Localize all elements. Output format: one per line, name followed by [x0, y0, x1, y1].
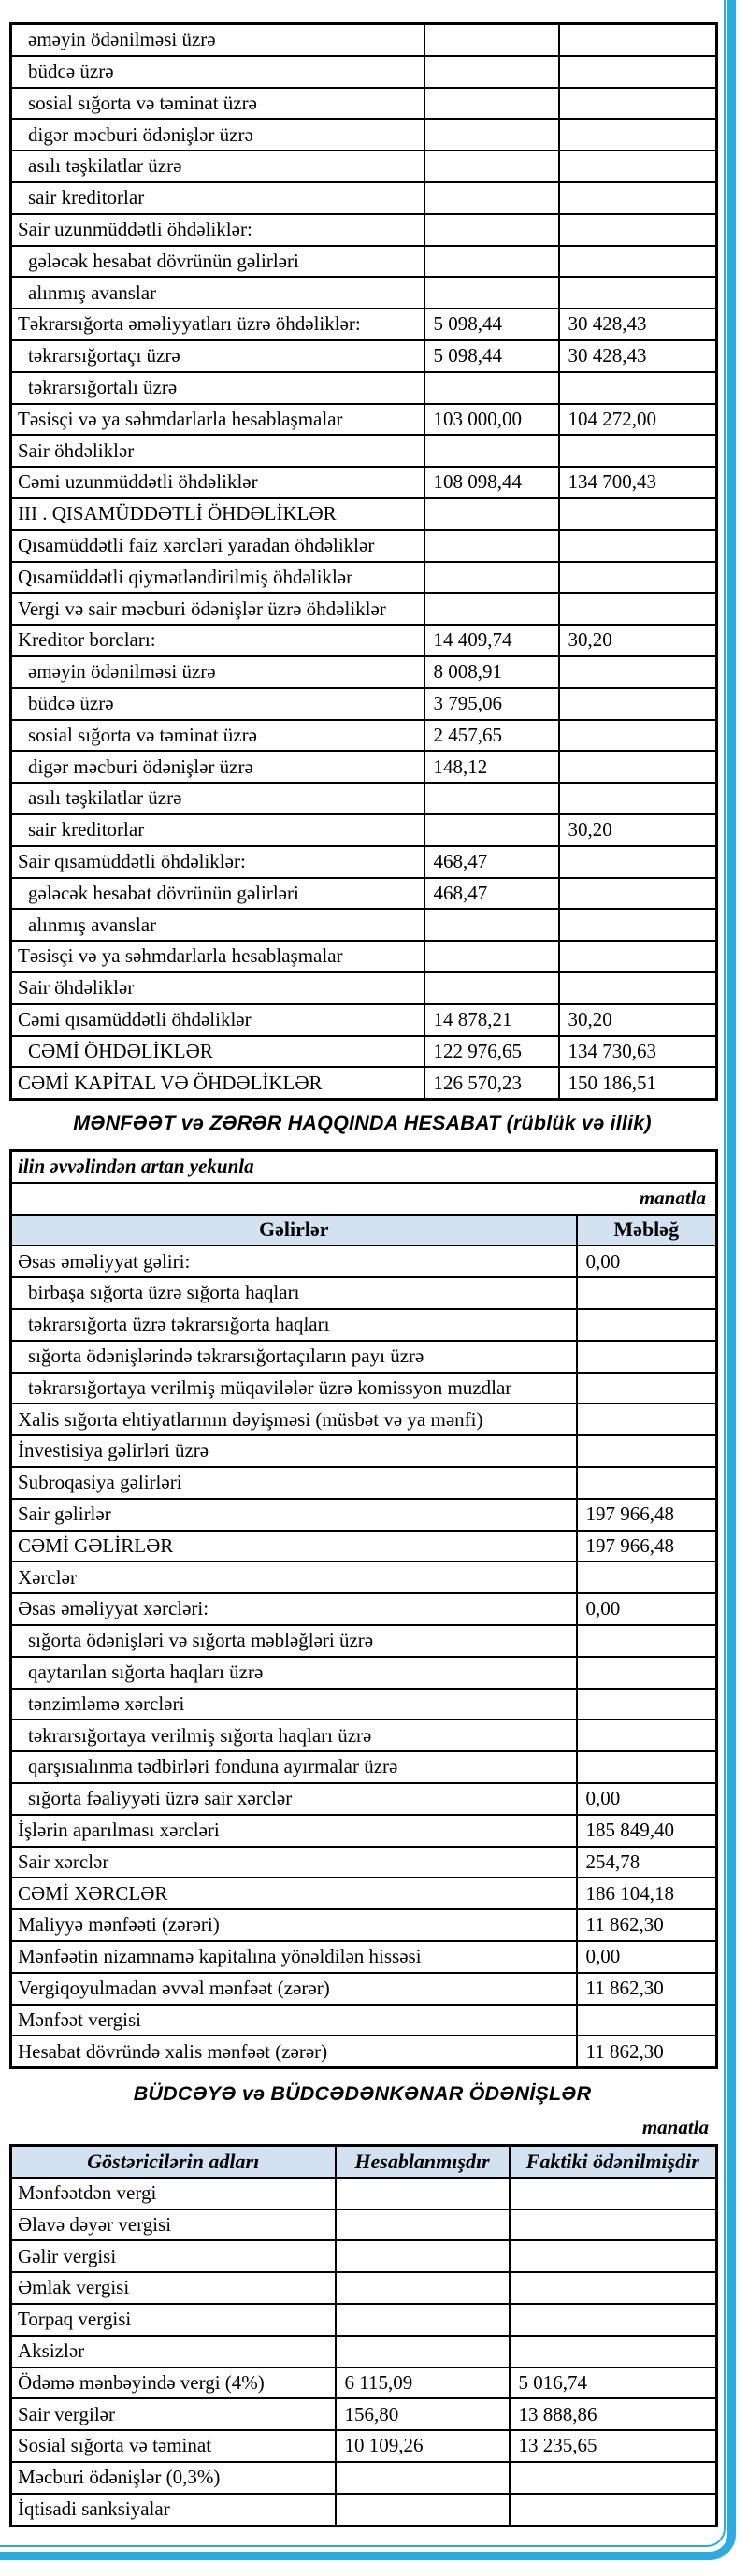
- value-cell: [424, 372, 559, 404]
- value-cell: [424, 246, 559, 278]
- table-row: [11, 1815, 717, 1847]
- value-cell: [577, 1341, 717, 1373]
- row-label: Aksizlər: [11, 2336, 336, 2367]
- value-cell: 468,47: [424, 878, 559, 910]
- table-row: [11, 1593, 717, 1625]
- table-row: [11, 1499, 717, 1531]
- value-cell: [559, 783, 717, 814]
- table-row: [11, 941, 717, 972]
- table-row: [11, 1625, 717, 1657]
- table-header-row: [11, 1215, 717, 1246]
- table-row: [11, 656, 717, 688]
- value-cell: [559, 688, 717, 720]
- row-label: Kreditor borcları:: [11, 625, 424, 656]
- row-label: Sosial sığorta və təminat: [11, 2430, 336, 2462]
- value-cell: 2 457,65: [424, 720, 559, 752]
- row-label: büdcə üzrə: [11, 688, 424, 720]
- value-cell: [336, 2494, 510, 2526]
- value-cell: 30,20: [559, 1004, 717, 1036]
- table-row: [11, 1720, 717, 1751]
- row-label: qarşısıalınma tədbirləri fonduna ayırmalar üzrə: [11, 1751, 577, 1783]
- value-cell: [577, 1435, 717, 1467]
- row-label: Mənfəət vergisi: [11, 2005, 577, 2036]
- row-label: Subroqasiya gəlirləri: [11, 1467, 577, 1499]
- value-cell: [336, 2462, 510, 2494]
- value-cell: [577, 1751, 717, 1783]
- value-cell: [577, 1277, 717, 1309]
- budget-payments-table: [9, 2144, 718, 2527]
- value-cell: [559, 119, 717, 151]
- row-label: CƏMİ GƏLİRLƏR: [11, 1531, 577, 1562]
- row-label: əməyin ödənilməsi üzrə: [11, 24, 424, 56]
- table-row: [11, 246, 717, 278]
- value-cell: [336, 2240, 510, 2272]
- table-row: [11, 1909, 717, 1941]
- row-label: büdcə üzrə: [11, 56, 424, 88]
- value-cell: [510, 2336, 717, 2367]
- value-cell: 134 700,43: [559, 467, 717, 498]
- value-cell: 108 098,44: [424, 467, 559, 498]
- row-label: Gəlir vergisi: [11, 2240, 336, 2272]
- row-label: Xalis sığorta ehtiyatlarının dəyişməsi (müsbət və ya mənfi): [11, 1403, 577, 1435]
- row-label: digər məcburi ödənişlər üzrə: [11, 119, 424, 151]
- value-cell: [424, 530, 559, 562]
- row-label: tənzimləmə xərcləri: [11, 1689, 577, 1720]
- value-cell: 103 000,00: [424, 404, 559, 436]
- row-label: Təkrarsığorta əməliyyatları üzrə öhdəliklər:: [11, 309, 424, 340]
- table-row: [11, 1783, 717, 1815]
- table-row: [11, 277, 717, 309]
- row-label: sosial sığorta və təminat üzrə: [11, 88, 424, 120]
- row-label: əməyin ödənilməsi üzrə: [11, 656, 424, 688]
- value-cell: 11 862,30: [577, 1973, 717, 2005]
- table-row: [11, 720, 717, 752]
- value-cell: [424, 435, 559, 467]
- table-row: [11, 2398, 717, 2430]
- row-label: Maliyyə mənfəəti (zərəri): [11, 1909, 577, 1941]
- table-row: [11, 1004, 717, 1036]
- value-cell: [577, 1689, 717, 1720]
- value-cell: [559, 277, 717, 309]
- value-cell: 14 409,74: [424, 625, 559, 656]
- row-label: Məcburi ödənişlər (0,3%): [11, 2462, 336, 2494]
- value-cell: [510, 2462, 717, 2494]
- column-header-incomes: Gəlirlər: [11, 1215, 577, 1246]
- table-row: [11, 1403, 717, 1435]
- value-cell: 10 109,26: [336, 2430, 510, 2462]
- row-label: Mənfəətdən vergi: [11, 2178, 336, 2209]
- value-cell: [577, 2005, 717, 2036]
- table-row: [11, 88, 717, 120]
- value-cell: [559, 562, 717, 594]
- value-cell: 197 966,48: [577, 1531, 717, 1562]
- value-cell: 11 862,30: [577, 2036, 717, 2067]
- row-label: sığorta ödənişlərində təkrarsığortaçıların payı üzrə: [11, 1341, 577, 1373]
- value-cell: [424, 119, 559, 151]
- table-row: [11, 2209, 717, 2241]
- value-cell: [424, 498, 559, 530]
- table-row: [11, 151, 717, 182]
- value-cell: [424, 24, 559, 56]
- value-cell: [424, 277, 559, 309]
- value-cell: 8 008,91: [424, 656, 559, 688]
- table-row: [11, 2430, 717, 2462]
- row-label: Cəmi qısamüddətli öhdəliklər: [11, 1004, 424, 1036]
- row-label: Əsas əməliyyat gəliri:: [11, 1245, 577, 1277]
- row-label: qaytarılan sığorta haqları üzrə: [11, 1657, 577, 1689]
- row-label: sığorta fəaliyyəti üzrə sair xərclər: [11, 1783, 577, 1815]
- table-row: [11, 1941, 717, 1973]
- table-row: [11, 435, 717, 467]
- table-row: [11, 751, 717, 783]
- table-row: [11, 1373, 717, 1404]
- row-label: alınmış avanslar: [11, 909, 424, 941]
- value-cell: 156,80: [336, 2398, 510, 2430]
- period-note: ilin əvvəlindən artan yekunla: [11, 1151, 717, 1183]
- value-cell: 197 966,48: [577, 1499, 717, 1531]
- profit-loss-title: MƏNFƏƏT və ZƏRƏR HAQQINDA HESABAT (rüblük və illik): [73, 1112, 652, 1134]
- table-header-row: [11, 2146, 717, 2178]
- value-cell: [577, 1720, 717, 1751]
- value-cell: [424, 562, 559, 594]
- value-cell: [424, 593, 559, 625]
- table-row: [11, 846, 717, 878]
- row-label: İşlərin aparılması xərcləri: [11, 1815, 577, 1847]
- row-label: birbaşa sığorta üzrə sığorta haqları: [11, 1277, 577, 1309]
- table-row: [11, 625, 717, 656]
- value-cell: [424, 972, 559, 1004]
- row-label: Sair uzunmüddətli öhdəliklər:: [11, 214, 424, 246]
- row-label: Ödəmə mənbəyində vergi (4%): [11, 2367, 336, 2399]
- value-cell: 0,00: [577, 1941, 717, 1973]
- value-cell: [559, 720, 717, 752]
- value-cell: [336, 2178, 510, 2209]
- table-row: [11, 1151, 717, 1183]
- value-cell: 5 098,44: [424, 340, 559, 372]
- value-cell: 185 849,40: [577, 1815, 717, 1847]
- row-label: Təsisçi və ya səhmdarlarla hesablaşmalar: [11, 941, 424, 972]
- table-row: [11, 1277, 717, 1309]
- row-label: CƏMİ ÖHDƏLİKLƏR: [11, 1036, 424, 1068]
- value-cell: [559, 656, 717, 688]
- value-cell: 13 888,86: [510, 2398, 717, 2430]
- table-row: [11, 1657, 717, 1689]
- table-row: [11, 909, 717, 941]
- balance-sheet-table: [9, 22, 718, 1101]
- row-label: Əlavə dəyər vergisi: [11, 2209, 336, 2241]
- value-cell: [336, 2209, 510, 2241]
- value-cell: [424, 88, 559, 120]
- value-cell: 186 104,18: [577, 1878, 717, 1909]
- row-label: Vergiqoyulmadan əvvəl mənfəət (zərər): [11, 1973, 577, 2005]
- table-row: [11, 467, 717, 498]
- table-row: [11, 2005, 717, 2036]
- row-label: Əmlak vergisi: [11, 2272, 336, 2304]
- row-label: CƏMİ XƏRCLƏR: [11, 1878, 577, 1909]
- row-label: gələcək hesabat dövrünün gəlirləri: [11, 878, 424, 910]
- table-row: [11, 309, 717, 340]
- value-cell: [577, 1373, 717, 1404]
- value-cell: [510, 2178, 717, 2209]
- value-cell: [510, 2494, 717, 2526]
- value-cell: [559, 909, 717, 941]
- row-label: Vergi və sair məcburi ödənişlər üzrə öhdəliklər: [11, 593, 424, 625]
- value-cell: 11 862,30: [577, 1909, 717, 1941]
- value-cell: 0,00: [577, 1245, 717, 1277]
- table-row: [11, 1878, 717, 1909]
- table-row: [11, 1067, 717, 1099]
- table-row: [11, 2367, 717, 2399]
- value-cell: [577, 1403, 717, 1435]
- value-cell: [424, 814, 559, 846]
- value-cell: [559, 846, 717, 878]
- value-cell: 148,12: [424, 751, 559, 783]
- row-label: İqtisadi sanksiyalar: [11, 2494, 336, 2526]
- value-cell: [510, 2209, 717, 2241]
- value-cell: [559, 214, 717, 246]
- value-cell: [577, 1657, 717, 1689]
- value-cell: [577, 1561, 717, 1593]
- table-row: [11, 562, 717, 594]
- row-label: asılı təşkilatlar üzrə: [11, 151, 424, 182]
- value-cell: [424, 909, 559, 941]
- table-row: [11, 340, 717, 372]
- value-cell: [559, 88, 717, 120]
- table-row: [11, 56, 717, 88]
- column-header-amount: Məbləğ: [577, 1215, 717, 1246]
- row-label: İnvestisiya gəlirləri üzrə: [11, 1435, 577, 1467]
- table-row: [11, 814, 717, 846]
- row-label: təkrarsığortaya verilmiş sığorta haqları üzrə: [11, 1720, 577, 1751]
- value-cell: [424, 214, 559, 246]
- value-cell: [336, 2272, 510, 2304]
- row-label: Xərclər: [11, 1561, 577, 1593]
- column-header-actually-paid: Faktiki ödənilmişdir: [510, 2146, 717, 2178]
- value-cell: [559, 24, 717, 56]
- value-cell: 0,00: [577, 1783, 717, 1815]
- row-label: Sair vergilər: [11, 2398, 336, 2430]
- row-label: Sair gəlirlər: [11, 1499, 577, 1531]
- value-cell: [336, 2304, 510, 2336]
- value-cell: 134 730,63: [559, 1036, 717, 1068]
- table-row: [11, 688, 717, 720]
- value-cell: 126 570,23: [424, 1067, 559, 1099]
- row-label: Qısamüddətli qiymətləndirilmiş öhdəliklər: [11, 562, 424, 594]
- value-cell: 30,20: [559, 625, 717, 656]
- value-cell: 0,00: [577, 1593, 717, 1625]
- value-cell: [577, 1467, 717, 1499]
- value-cell: [559, 751, 717, 783]
- row-label: Cəmi uzunmüddətli öhdəliklər: [11, 467, 424, 498]
- value-cell: 5 098,44: [424, 309, 559, 340]
- value-cell: [424, 941, 559, 972]
- value-cell: [559, 498, 717, 530]
- table-row: [11, 2240, 717, 2272]
- value-cell: 30 428,43: [559, 309, 717, 340]
- table-row: [11, 404, 717, 436]
- row-label: sair kreditorlar: [11, 182, 424, 214]
- table-row: [11, 1531, 717, 1562]
- value-cell: 150 186,51: [559, 1067, 717, 1099]
- table-row: [11, 2036, 717, 2067]
- table-row: [11, 2336, 717, 2367]
- row-label: III . QISAMÜDDƏTLİ ÖHDƏLİKLƏR: [11, 498, 424, 530]
- row-label: alınmış avanslar: [11, 277, 424, 309]
- table-row: [11, 530, 717, 562]
- value-cell: [424, 182, 559, 214]
- value-cell: [577, 1625, 717, 1657]
- value-cell: [510, 2240, 717, 2272]
- row-label: sair kreditorlar: [11, 814, 424, 846]
- value-cell: [559, 372, 717, 404]
- table-row: [11, 214, 717, 246]
- column-header-indicator-names: Göstəricilərin adları: [11, 2146, 336, 2178]
- value-cell: 14 878,21: [424, 1004, 559, 1036]
- profit-loss-table: [9, 1149, 718, 2069]
- value-cell: [510, 2272, 717, 2304]
- value-cell: 468,47: [424, 846, 559, 878]
- value-cell: [559, 593, 717, 625]
- table-row: [11, 2272, 717, 2304]
- value-cell: 5 016,74: [510, 2367, 717, 2399]
- value-cell: [559, 151, 717, 182]
- table-row: [11, 1245, 717, 1277]
- table-row: [11, 1036, 717, 1068]
- table-row: [11, 1751, 717, 1783]
- row-label: Sair xərclər: [11, 1847, 577, 1878]
- value-cell: 13 235,65: [510, 2430, 717, 2462]
- row-label: CƏMİ KAPİTAL VƏ ÖHDƏLİKLƏR: [11, 1067, 424, 1099]
- table-row: [11, 972, 717, 1004]
- value-cell: [559, 56, 717, 88]
- value-cell: [559, 972, 717, 1004]
- value-cell: [510, 2304, 717, 2336]
- row-label: sosial sığorta və təminat üzrə: [11, 720, 424, 752]
- table-row: [11, 1847, 717, 1878]
- row-label: Sair öhdəliklər: [11, 435, 424, 467]
- value-cell: [336, 2336, 510, 2367]
- value-cell: [424, 56, 559, 88]
- value-cell: [577, 1309, 717, 1341]
- table-row: [11, 1341, 717, 1373]
- table-row: [11, 783, 717, 814]
- value-cell: [559, 246, 717, 278]
- table-row: [11, 1467, 717, 1499]
- value-cell: 30 428,43: [559, 340, 717, 372]
- value-cell: 3 795,06: [424, 688, 559, 720]
- table-row: [11, 2462, 717, 2494]
- table-row: [11, 1435, 717, 1467]
- row-label: Qısamüddətli faiz xərcləri yaradan öhdəliklər: [11, 530, 424, 562]
- row-label: Sair qısamüddətli öhdəliklər:: [11, 846, 424, 878]
- table-row: [11, 1561, 717, 1593]
- row-label: Mənfəətin nizamnamə kapitalına yönəldilən hissəsi: [11, 1941, 577, 1973]
- table-row: [11, 119, 717, 151]
- row-label: Təsisçi və ya səhmdarlarla hesablaşmalar: [11, 404, 424, 436]
- row-label: təkrarsığorta üzrə təkrarsığorta haqları: [11, 1309, 577, 1341]
- row-label: təkrarsığortaçı üzrə: [11, 340, 424, 372]
- value-cell: 6 115,09: [336, 2367, 510, 2399]
- table-row: [11, 2494, 717, 2526]
- table-row: [11, 372, 717, 404]
- row-label: təkrarsığortaya verilmiş müqavilələr üzrə komissyon muzdlar: [11, 1373, 577, 1404]
- value-cell: [559, 182, 717, 214]
- value-cell: 30,20: [559, 814, 717, 846]
- value-cell: 122 976,65: [424, 1036, 559, 1068]
- value-cell: [559, 878, 717, 910]
- table-row: [11, 498, 717, 530]
- value-cell: 254,78: [577, 1847, 717, 1878]
- value-cell: [424, 783, 559, 814]
- table-row: [11, 593, 717, 625]
- row-label: Sair öhdəliklər: [11, 972, 424, 1004]
- value-cell: [424, 151, 559, 182]
- value-cell: [559, 435, 717, 467]
- row-label: Hesabat dövründə xalis mənfəət (zərər): [11, 2036, 577, 2067]
- budget-payments-title: BÜDCƏYƏ və BÜDCƏDƏNKƏNAR ÖDƏNİŞLƏR: [133, 2082, 592, 2105]
- column-header-accrued: Hesablanmışdır: [336, 2146, 510, 2178]
- table-row: [11, 2304, 717, 2336]
- table-row: [11, 1689, 717, 1720]
- table-row: [11, 1183, 717, 1215]
- row-label: sığorta ödənişləri və sığorta məbləğləri üzrə: [11, 1625, 577, 1657]
- currency-note: manatla: [641, 2116, 709, 2138]
- value-cell: [559, 941, 717, 972]
- row-label: Əsas əməliyyat xərcləri:: [11, 1593, 577, 1625]
- row-label: təkrarsığortalı üzrə: [11, 372, 424, 404]
- table-row: [11, 24, 717, 56]
- table-row: [11, 2178, 717, 2209]
- currency-note: manatla: [11, 1183, 717, 1215]
- row-label: gələcək hesabat dövrünün gəlirləri: [11, 246, 424, 278]
- value-cell: 104 272,00: [559, 404, 717, 436]
- row-label: asılı təşkilatlar üzrə: [11, 783, 424, 814]
- table-row: [11, 182, 717, 214]
- table-row: [11, 878, 717, 910]
- value-cell: [559, 530, 717, 562]
- row-label: digər məcburi ödənişlər üzrə: [11, 751, 424, 783]
- row-label: Torpaq vergisi: [11, 2304, 336, 2336]
- table-row: [11, 1973, 717, 2005]
- table-row: [11, 1309, 717, 1341]
